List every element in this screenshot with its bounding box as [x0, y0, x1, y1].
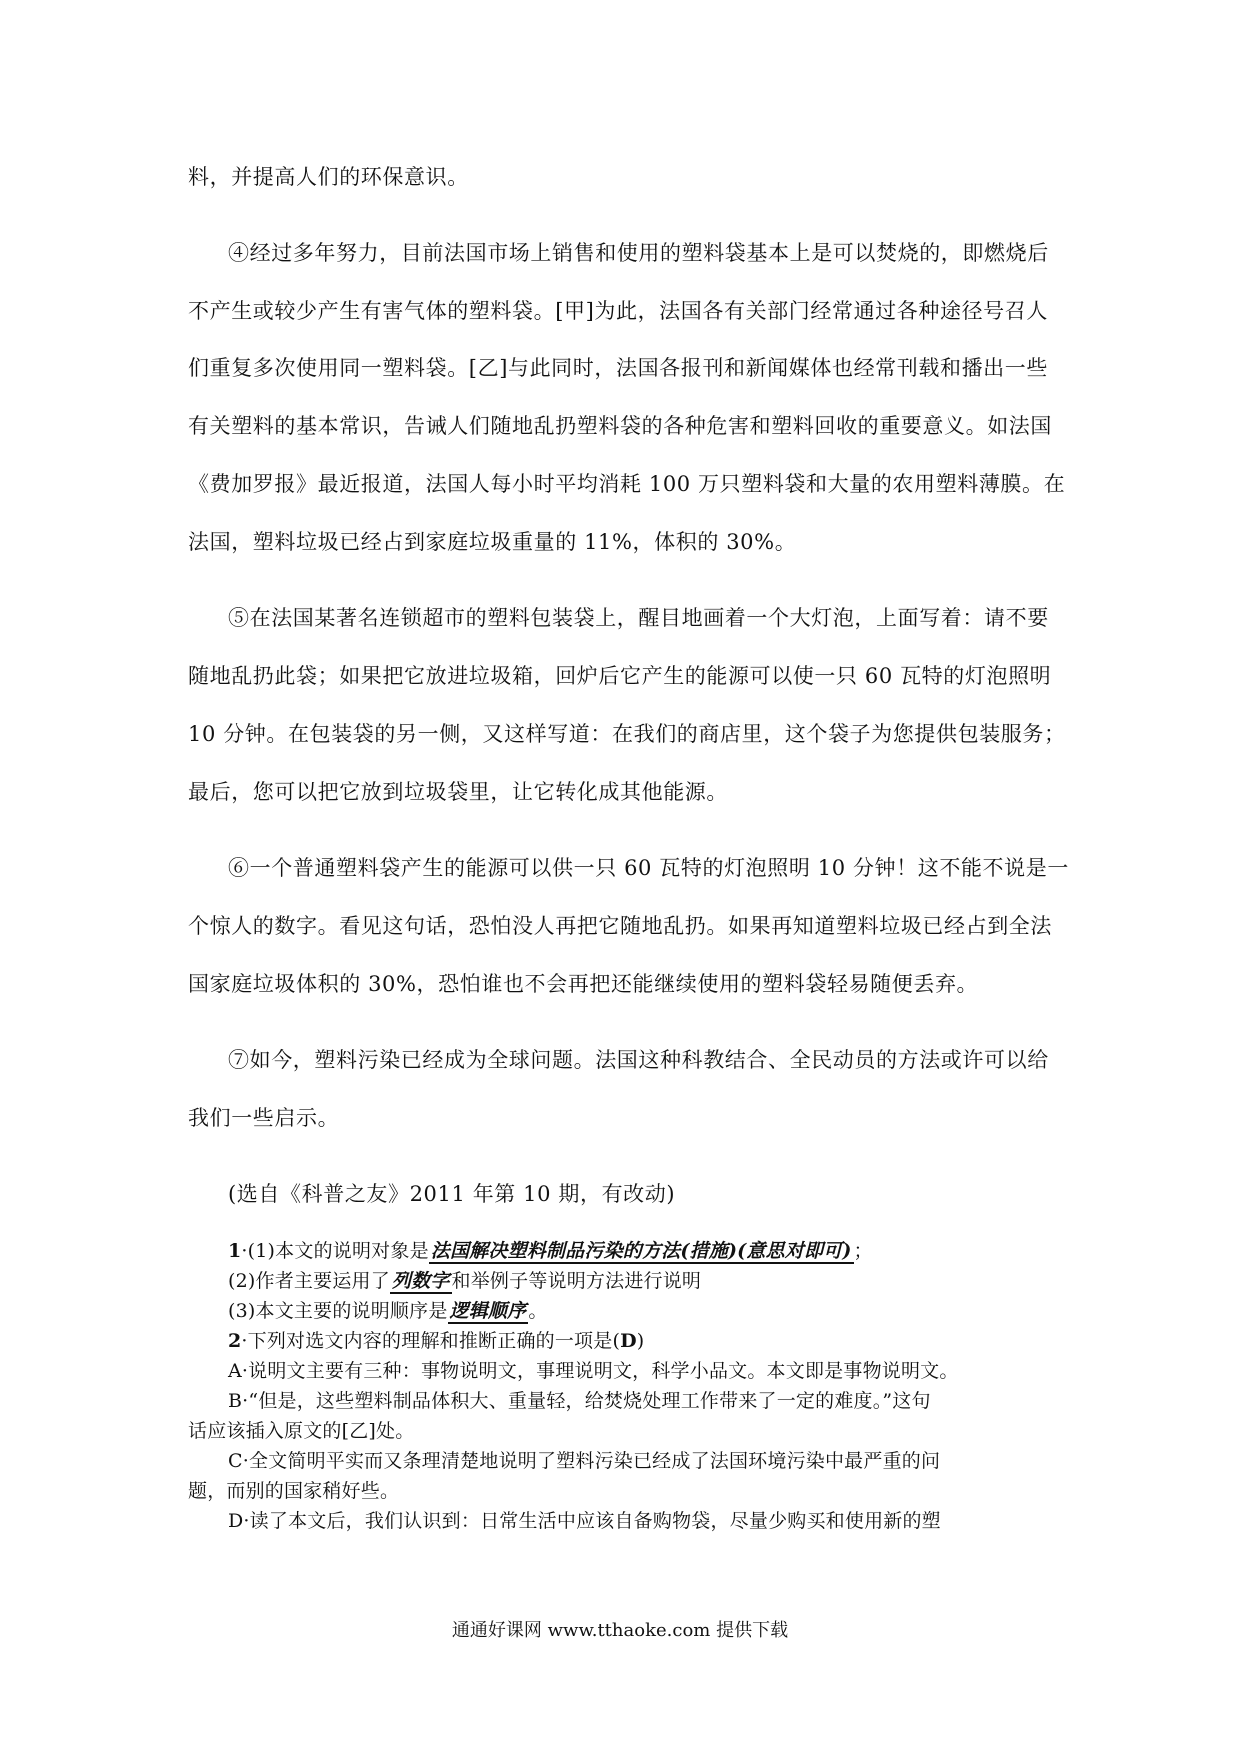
- option-b: B·“但是，这些塑料制品体积大、重量轻，给焚烧处理工作带来了一定的难度。”这句: [228, 1390, 931, 1412]
- question-text: ·下列对选文内容的理解和推断正确的一项是(: [241, 1330, 621, 1352]
- paragraph-6-line: 个惊人的数字。看见这句话，恐怕没人再把它随地乱扔。如果再知道塑料垃圾已经占到全法: [188, 914, 1052, 938]
- paragraph-4-line: 们重复多次使用同一塑料袋。[乙]与此同时，法国各报刊和新闻媒体也经常刊载和播出一些: [188, 356, 1048, 380]
- question-1-part-1: [228, 1236, 1058, 1266]
- question-text: 。: [528, 1300, 548, 1322]
- option-a: A·说明文主要有三种：事物说明文，事理说明文，科学小品文。本文即是事物说明文。: [228, 1360, 959, 1382]
- answer-choice: D: [620, 1330, 637, 1352]
- handwritten-answer: 逻辑顺序: [449, 1300, 527, 1322]
- question-2-stem: [228, 1326, 1058, 1356]
- paragraph-5-line: 10 分钟。在包装袋的另一侧，又这样写道：在我们的商店里，这个袋子为您提供包装服务；: [188, 722, 1066, 746]
- question-number: 1: [228, 1240, 242, 1262]
- question-text: (2)作者主要运用了: [228, 1270, 390, 1292]
- paragraph-7-line: ⑦如今，塑料污染已经成为全球问题。法国这种科教结合、全民动员的方法或许可以给: [228, 1048, 1049, 1072]
- question-text: ·(1)本文的说明对象是: [241, 1240, 429, 1262]
- paragraph-4-line: 《费加罗报》最近报道，法国人每小时平均消耗 100 万只塑料袋和大量的农用塑料薄膜。在: [188, 472, 1066, 496]
- handwritten-answer: 列数字: [391, 1270, 450, 1292]
- question-text: 和举例子等说明方法进行说明: [451, 1270, 702, 1292]
- page-footer: 通通好课网 www.tthaoke.com 提供下载: [451, 1620, 789, 1641]
- paragraph-6-line: ⑥一个普通塑料袋产生的能源可以供一只 60 瓦特的灯泡照明 10 分钟！这不能不说是一: [228, 856, 1069, 880]
- paragraph-7-line: 我们一些启示。: [188, 1106, 340, 1130]
- paragraph-5-line: 随地乱扔此袋；如果把它放进垃圾箱，回炉后它产生的能源可以使一只 60 瓦特的灯泡照明: [188, 664, 1052, 688]
- paragraph-5-line: 最后，您可以把它放到垃圾袋里，让它转化成其他能源。: [188, 780, 728, 804]
- paragraph-3-tail: 料，并提高人们的环保意识。: [188, 165, 469, 189]
- question-1-part-3: [228, 1296, 1058, 1326]
- paragraph-4-line: 有关塑料的基本常识，告诫人们随地乱扔塑料袋的各种危害和塑料回收的重要意义。如法国: [188, 414, 1052, 438]
- question-text: (3)本文主要的说明顺序是: [228, 1300, 448, 1322]
- question-1-part-2: [228, 1266, 1058, 1296]
- question-text: ): [636, 1330, 645, 1352]
- question-number: 2: [228, 1330, 242, 1352]
- handwritten-answer: 法国解决塑料制品污染的方法(措施)(意思对即可): [430, 1240, 852, 1262]
- option-b-continued: 话应该插入原文的[乙]处。: [188, 1420, 415, 1442]
- option-c: C·全文简明平实而又条理清楚地说明了塑料污染已经成了法国环境污染中最严重的问: [228, 1450, 941, 1472]
- paragraph-6-line: 国家庭垃圾体积的 30%，恐怕谁也不会再把还能继续使用的塑料袋轻易随便丢弃。: [188, 972, 979, 996]
- option-d: D·读了本文后，我们认识到：日常生活中应该自备购物袋，尽量少购买和使用新的塑: [228, 1510, 941, 1532]
- source-citation: (选自《科普之友》2011 年第 10 期，有改动): [228, 1182, 676, 1206]
- paragraph-4-line: 不产生或较少产生有害气体的塑料袋。[甲]为此，法国各有关部门经常通过各种途径号召人: [188, 299, 1048, 323]
- question-text: ；: [853, 1240, 873, 1262]
- paragraph-5-line: ⑤在法国某著名连锁超市的塑料包装袋上，醒目地画着一个大灯泡，上面写着：请不要: [228, 606, 1049, 630]
- option-c-continued: 题，而别的国家稍好些。: [188, 1480, 400, 1502]
- paragraph-4-line: 法国，塑料垃圾已经占到家庭垃圾重量的 11%，体积的 30%。: [188, 530, 797, 554]
- paragraph-4-line: ④经过多年努力，目前法国市场上销售和使用的塑料袋基本上是可以焚烧的，即燃烧后: [228, 241, 1049, 265]
